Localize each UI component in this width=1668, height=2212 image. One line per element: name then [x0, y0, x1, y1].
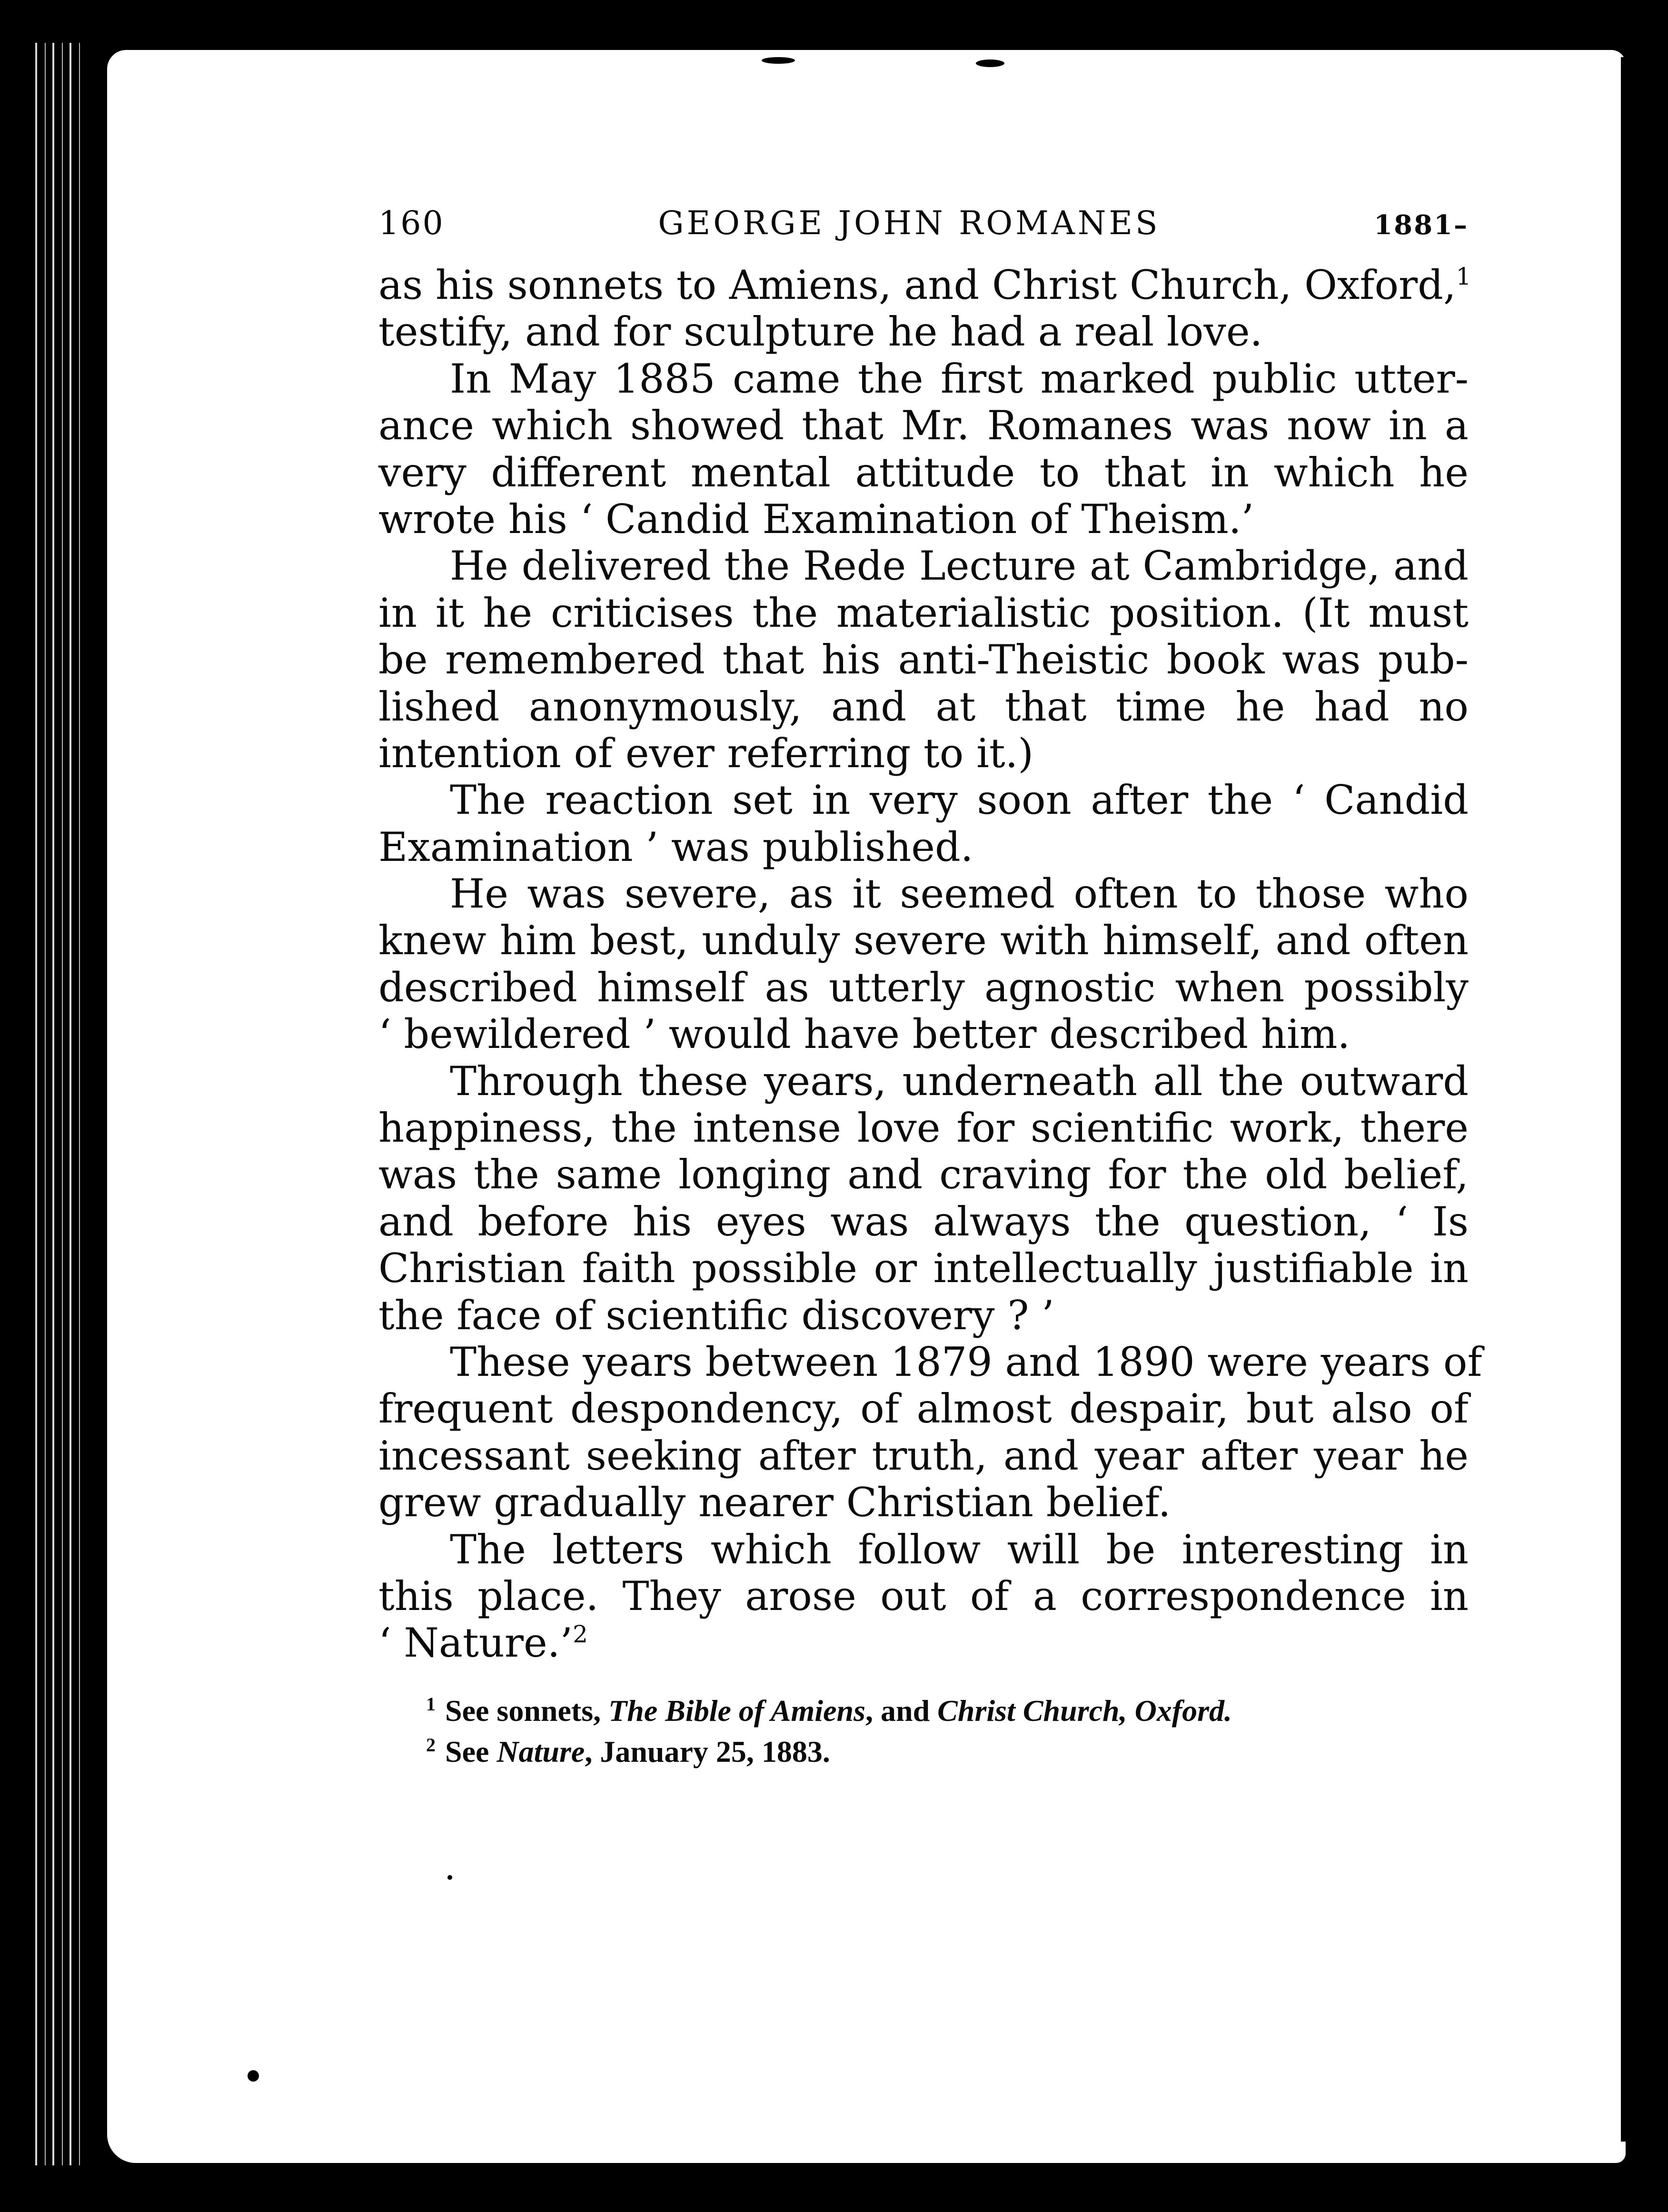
text-line: frequent despondency, of almost despair, but also of — [378, 1385, 1469, 1432]
text-line: and before his eyes was always the question, ‘ Is — [378, 1198, 1469, 1245]
page-number: 160 — [378, 205, 445, 242]
text-line: ‘ bewildered ’ would have better described him. — [378, 1011, 1350, 1058]
text-line: happiness, the intense love for scientific work, there — [378, 1105, 1469, 1152]
text-line: as his sonnets to Amiens, and Christ Church, Oxford,$^1$ — [378, 262, 1471, 308]
scan-speck — [248, 2070, 259, 2082]
text-line: Through these years, underneath all the outward — [450, 1057, 1469, 1105]
page-content — [378, 205, 1482, 1772]
book-title: GEORGE JOHN ROMANES — [658, 205, 1161, 242]
footnote-marker: 2 — [426, 1734, 436, 1756]
running-head — [378, 205, 1469, 257]
text-line: In May 1885 came the first marked public utter- — [450, 355, 1469, 402]
text-line: He was severe, as it seemed often to those who — [450, 870, 1469, 918]
footnote-marker: 1 — [426, 1693, 436, 1715]
text-line: The reaction set in very soon after the ‘ Candid — [450, 777, 1469, 824]
text-line: ance which showed that Mr. Romanes was now in a — [378, 402, 1469, 449]
scan-speck — [762, 57, 795, 64]
text-line: Christian faith possible or intellectually justifiable in — [378, 1245, 1469, 1292]
text-line: intention of ever referring to it.) — [378, 730, 1034, 777]
text-line: was the same longing and craving for the old belief, — [378, 1151, 1469, 1198]
footnote-ref: 1 — [1456, 263, 1471, 290]
footnote-ref: 2 — [573, 1620, 588, 1649]
text-line: this place. They arose out of a correspondence in — [378, 1572, 1469, 1620]
page-right-edge — [1621, 57, 1631, 2142]
text-line: knew him best, unduly severe with himself, and often — [378, 917, 1469, 964]
text-line: grew gradually nearer Christian belief. — [378, 1479, 1171, 1526]
body-text — [378, 262, 1482, 1667]
footnotes — [378, 1690, 1469, 1772]
text-line: be remembered that his anti-Theistic book was pub- — [378, 636, 1469, 683]
text-line: testify, and for sculpture he had a real love. — [378, 308, 1263, 356]
text-line: These years between 1879 and 1890 were years of — [450, 1338, 1482, 1385]
page-binding-edge — [29, 43, 86, 2165]
text-line: in it he criticises the materialistic position. (It must — [378, 589, 1469, 636]
text-line: incessant seeking after truth, and year after year he — [378, 1432, 1469, 1479]
text-line: described himself as utterly agnostic when possibly — [378, 964, 1469, 1011]
text-line: the face of scientific discovery ? ’ — [378, 1292, 1054, 1339]
footnote: $^2$ See Nature, January 25, 1883. — [426, 1734, 830, 1768]
year-range: 1881– — [1374, 209, 1469, 241]
scan-speck — [976, 59, 1004, 67]
text-line: ‘ Nature.’$^2$ — [378, 1620, 588, 1667]
text-line: wrote his ‘ Candid Examination of Theism.’ — [378, 495, 1254, 543]
footnote: $^1$ See sonnets, The Bible of Amiens, and Christ Church, Oxford. — [426, 1693, 1232, 1728]
text-line: He delivered the Rede Lecture at Cambridge, and — [450, 543, 1469, 590]
footnote-title: Nature — [496, 1734, 585, 1768]
footnote-title: The Bible of Amiens — [608, 1693, 865, 1728]
text-line: lished anonymously, and at that time he had no — [378, 683, 1469, 730]
footnote-title: Christ Church, Oxford. — [937, 1693, 1232, 1728]
text-line: Examination ’ was published. — [378, 823, 973, 870]
scan-speck — [447, 1875, 452, 1880]
text-line: very different mental attitude to that in which he — [378, 449, 1469, 496]
text-line: The letters which follow will be interesting in — [450, 1526, 1469, 1573]
